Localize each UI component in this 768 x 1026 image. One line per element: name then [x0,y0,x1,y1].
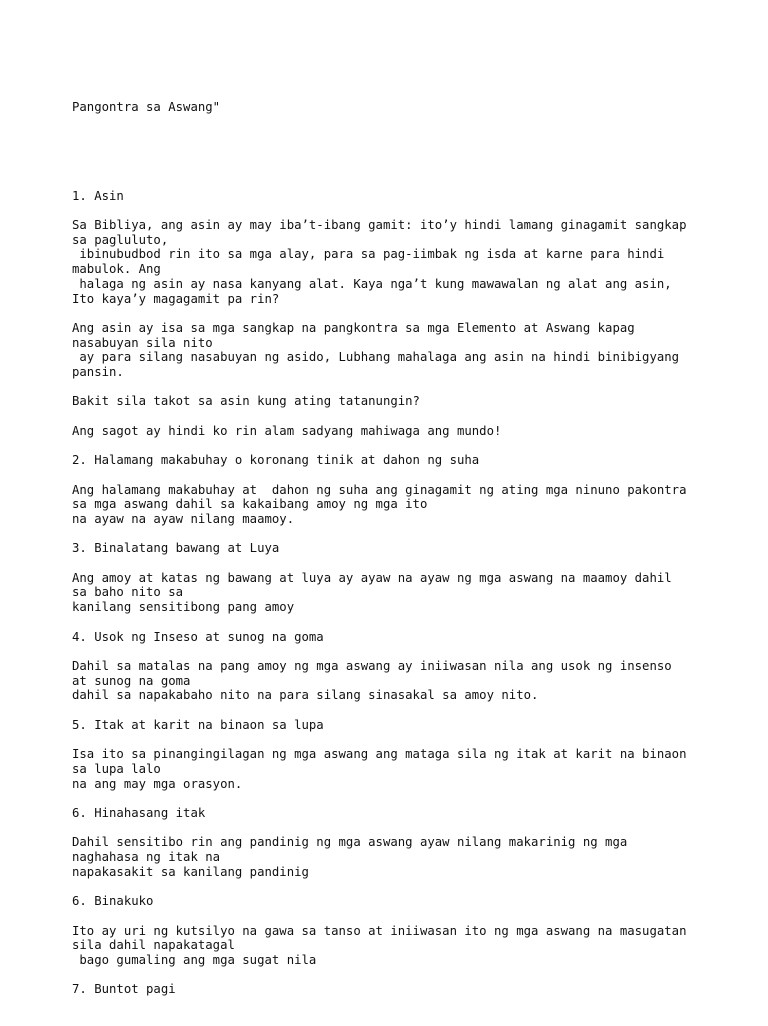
text-line: at sunog na goma [72,673,191,688]
blank-line [72,968,712,983]
document-title: Pangontra sa Aswang" [72,100,221,115]
blank-line [72,306,712,321]
text-line: Dahil sensitibo rin ang pandinig ng mga aswang ayaw nilang makarinig ng mga [72,835,628,850]
text-line: ibinubudbod rin ito sa mga alay, para sa pag-iimbak ng isda at karne para hindi [72,247,665,262]
blank-line [72,615,712,630]
text-line: sa baho nito sa [72,585,184,600]
text-line: 7. Buntot pagi [72,982,176,997]
text-line: na ang may mga orasyon. [72,776,243,791]
blank-line [72,203,712,218]
blank-line [72,145,712,160]
text-line: na ayaw na ayaw nilang maamoy. [72,511,295,526]
text-line: sa pagluluto, [72,232,169,247]
text-line: Sa Bibliya, ang asin ay may iba’t-ibang gamit: ito’y hindi lamang ginagamit sangkap [72,218,687,232]
text-line: Ang asin ay isa sa mga sangkap na pangkontra sa mga Elemento at Aswang kapag [72,320,635,335]
blank-line [72,791,712,806]
text-line: Bakit sila takot sa asin kung ating tatanungin? [72,394,420,409]
document-body [72,71,712,1026]
text-line: 4. Usok ng Inseso at sunog na goma [72,629,324,644]
blank-line [72,409,712,424]
text-line: naghahasa ng itak na [72,850,221,865]
text-line: Isa ito sa pinangingilagan ng mga aswang ang mataga sila ng itak at karit na binaon [72,747,687,762]
text-line: Ito kaya’y magagamit pa rin? [72,291,280,306]
text-line: Ang halamang makabuhay at dahon ng suha ang ginagamit ng ating mga ninuno pakontra [72,482,687,497]
blank-line [72,732,712,747]
blank-line [72,821,712,836]
text-line: Dahil sa matalas na pang amoy ng mga aswang ay iniiwasan nila ang usok ng insenso [72,658,672,673]
text-line: 2. Halamang makabuhay o koronang tinik at dahon ng suha [72,453,480,468]
text-line: Ito ay uri ng kutsilyo na gawa sa tanso at iniiwasan ito ng mga aswang na masugatan [72,923,687,938]
text-line: 3. Binalatang bawang at Luya [72,541,280,556]
text-line: napakasakit sa kanilang pandinig [72,864,309,879]
blank-line [72,644,712,659]
text-line: Ang amoy at katas ng bawang at luya ay ayaw na ayaw ng mga aswang na maamoy dahil [72,570,672,585]
blank-line [72,527,712,542]
text-line: pansin. [72,365,124,380]
text-line: bago gumaling ang mga sugat nila [72,952,317,967]
text-line: kanilang sensitibong pang amoy [72,600,295,615]
text-line: dahil sa napakabaho nito na para silang sinasakal sa amoy nito. [72,688,539,703]
text-line: 6. Binakuko [72,894,154,909]
blank-line [72,468,712,483]
text-line: 1. Asin [72,188,124,203]
blank-line [72,909,712,924]
blank-line [72,879,712,894]
text-line: 6. Hinahasang itak [72,805,206,820]
text-line: sila dahil napakatagal [72,938,235,953]
text-line: ay para silang nasabuyan ng asido, Lubhang mahalaga ang asin na hindi binibigyang [72,350,680,365]
blank-line [72,439,712,454]
text-line: sa mga aswang dahil sa kakaibang amoy ng mga ito [72,497,428,512]
document-lines [72,189,712,997]
blank-line [72,703,712,718]
text-line: 5. Itak at karit na binaon sa lupa [72,717,324,732]
blank-line [72,556,712,571]
text-line: Ang sagot ay hindi ko rin alam sadyang mahiwaga ang mundo! [72,423,502,438]
text-line: halaga ng asin ay nasa kanyang alat. Kaya nga’t kung mawawalan ng alat ang asin, [72,276,672,291]
blank-line [72,380,712,395]
text-line: nasabuyan sila nito [72,335,213,350]
text-line: sa lupa lalo [72,761,161,776]
text-line: mabulok. Ang [72,262,161,277]
